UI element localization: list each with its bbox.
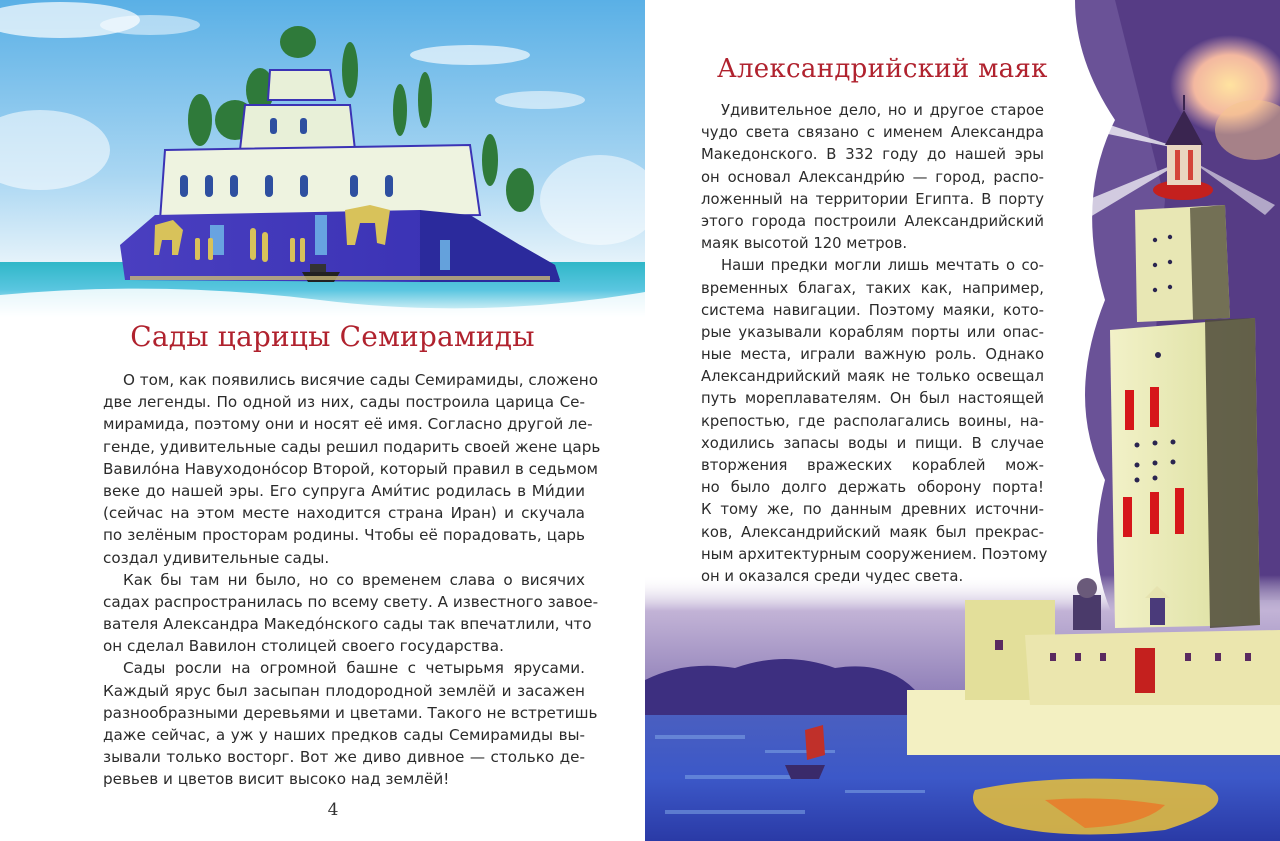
text-line: он и оказался среди чудес света. <box>701 567 964 585</box>
text-line: путь мореплавателям. Он был настоящей <box>701 390 1044 408</box>
text-line: Вавило́на Навуходоно́сор Второй, который правил в седьмом <box>103 459 598 478</box>
article-body-hanging-gardens <box>103 369 601 791</box>
page-number: 4 <box>327 800 339 820</box>
text-line: О том, как появились висячие сады Семирамиды, сложено <box>123 371 598 389</box>
text-line: но было долго держать оборону порта! <box>701 479 1044 497</box>
text-line: Македонского. В 332 году до нашей эры <box>701 146 1044 164</box>
text-line: даже сейчас, а уж у наших предков сады Семирамиды вы- <box>103 726 585 744</box>
text-line: ков, Александрийский маяк был прекрас- <box>701 523 1044 541</box>
text-line: рые указывали кораблям порты или опас- <box>701 323 1044 341</box>
text-line: мирамида, поэтому они и носят её имя. Согласно другой ле- <box>103 415 593 434</box>
text-line: крепостью, где располагались воины, на- <box>701 412 1044 430</box>
text-line: садах распространилась по всему свету. А известного завое- <box>103 592 599 611</box>
text-line: ные места, играли важную роль. Однако <box>701 346 1044 364</box>
text-line: вателя Александра Македо́нского сады так впечатлили, что <box>103 615 592 634</box>
text-line: ходились запасы воды и пищи. В случае <box>701 434 1044 452</box>
hanging-gardens-illustration <box>0 0 645 318</box>
article-body-lighthouse <box>701 100 1048 588</box>
text-line: две легенды. По одной из них, сады построила царица Се- <box>103 393 585 412</box>
text-line: ным архитектурным сооружением. Поэтому <box>701 545 1048 563</box>
text-line: Наши предки могли лишь мечтать о со- <box>721 257 1044 275</box>
text-line: система навигации. Поэтому маяки, кото- <box>701 301 1044 319</box>
text-line: зывали только восторг. Вот же диво дивное — столько де- <box>103 748 585 767</box>
text-line: по зелёным просторам родины. Чтобы её порадовать, царь <box>103 526 585 545</box>
right-page <box>645 0 1280 841</box>
text-line: веке до нашей эры. Его супруга Ами́тис родилась в Ми́дии <box>103 481 585 500</box>
text-line: Удивительное дело, но и другое старое <box>721 102 1044 119</box>
text-line: (сейчас на этом месте находится страна Иран) и скучала <box>103 504 585 523</box>
text-line: этого города построили Александрийский <box>701 212 1044 230</box>
text-line: он основал Александри́ю — город, распо- <box>701 168 1044 186</box>
text-line: маяк высотой 120 метров. <box>701 235 908 253</box>
text-line: он сделал Вавилон столицей своего государства. <box>103 637 504 656</box>
text-line: ревьев и цветов висит высоко над землёй! <box>103 770 450 789</box>
text-line: Каждый ярус был засыпан плодородной землёй и засажен <box>103 681 585 700</box>
text-line: Александрийский маяк не только освещал <box>701 368 1044 386</box>
page-title-hanging-gardens: Сады царицы Семирамиды <box>130 320 535 353</box>
text-line: создал удивительные сады. <box>103 548 330 567</box>
text-line: временных благах, таких как, например, <box>701 279 1044 297</box>
text-line: К тому же, по данным древних источни- <box>701 501 1044 519</box>
text-line: вторжения вражеских кораблей мож- <box>701 457 1044 474</box>
text-line: разнообразными деревьями и цветами. Такого не встретишь <box>103 703 598 722</box>
text-line: Как бы там ни было, но со временем слава о висячих <box>123 570 585 589</box>
text-line: генде, удивительные сады решил подарить своей жене царь <box>103 437 601 456</box>
text-line: ложенный на территории Египта. В порту <box>701 190 1044 208</box>
page-title-lighthouse: Александрийский маяк <box>717 54 1048 84</box>
text-line: Сады росли на огромной башне с четырьмя ярусами. <box>123 659 585 678</box>
text-line: чудо света связано с именем Александра <box>701 124 1044 142</box>
